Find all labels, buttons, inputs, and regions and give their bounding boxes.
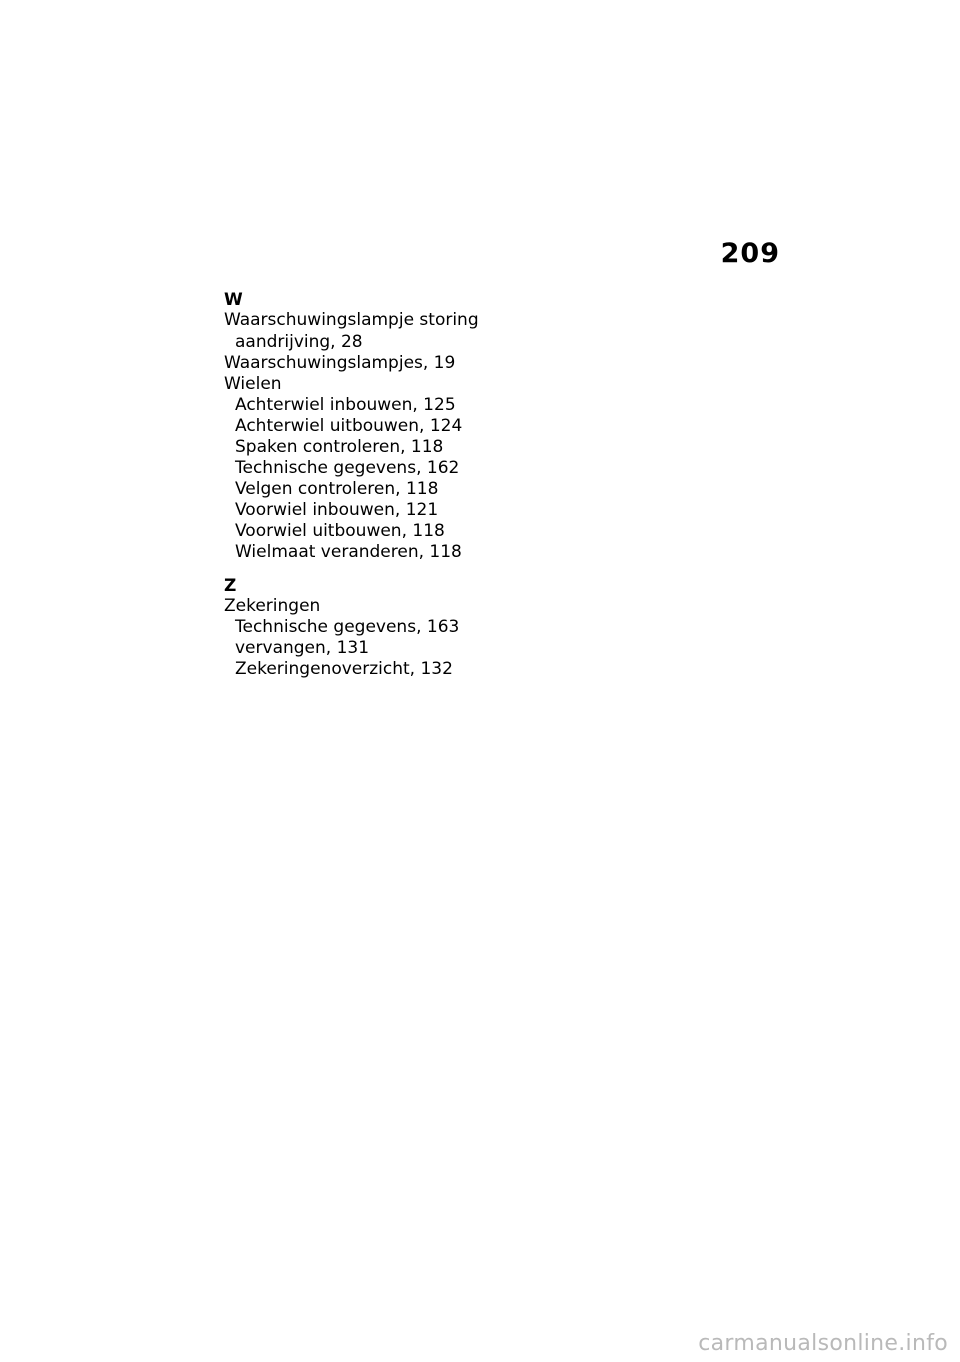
index-entry: Waarschuwingslampje storing — [224, 310, 479, 330]
section-letter: W — [224, 290, 243, 310]
section-letter: Z — [224, 576, 237, 596]
watermark: carmanualsonline.info — [698, 1331, 948, 1356]
index-subentry: Voorwiel inbouwen, 121 — [235, 500, 439, 520]
section-spacer — [224, 563, 644, 576]
index-list — [224, 290, 644, 680]
index-section-z — [224, 576, 644, 680]
index-subentry: Achterwiel inbouwen, 125 — [235, 395, 456, 415]
index-subentry: Voorwiel uitbouwen, 118 — [235, 521, 445, 541]
index-subentry: Achterwiel uitbouwen, 124 — [235, 416, 463, 436]
index-entry: Zekeringen — [224, 596, 321, 616]
index-subentry: Technische gegevens, 163 — [235, 617, 460, 637]
index-subentry: Velgen controleren, 118 — [235, 479, 439, 499]
page-number: 209 — [720, 238, 780, 269]
index-entry: Waarschuwingslampjes, 19 — [224, 353, 456, 373]
index-subentry: Wielmaat veranderen, 118 — [235, 542, 462, 562]
index-subentry: vervangen, 131 — [235, 638, 370, 658]
index-subentry: Technische gegevens, 162 — [235, 458, 460, 478]
index-section-w — [224, 290, 644, 563]
index-entry-continuation: aandrijving, 28 — [235, 332, 363, 352]
index-subentry: Spaken controleren, 118 — [235, 437, 444, 457]
index-subentry: Zekeringenoverzicht, 132 — [235, 659, 453, 679]
index-entry: Wielen — [224, 374, 282, 394]
